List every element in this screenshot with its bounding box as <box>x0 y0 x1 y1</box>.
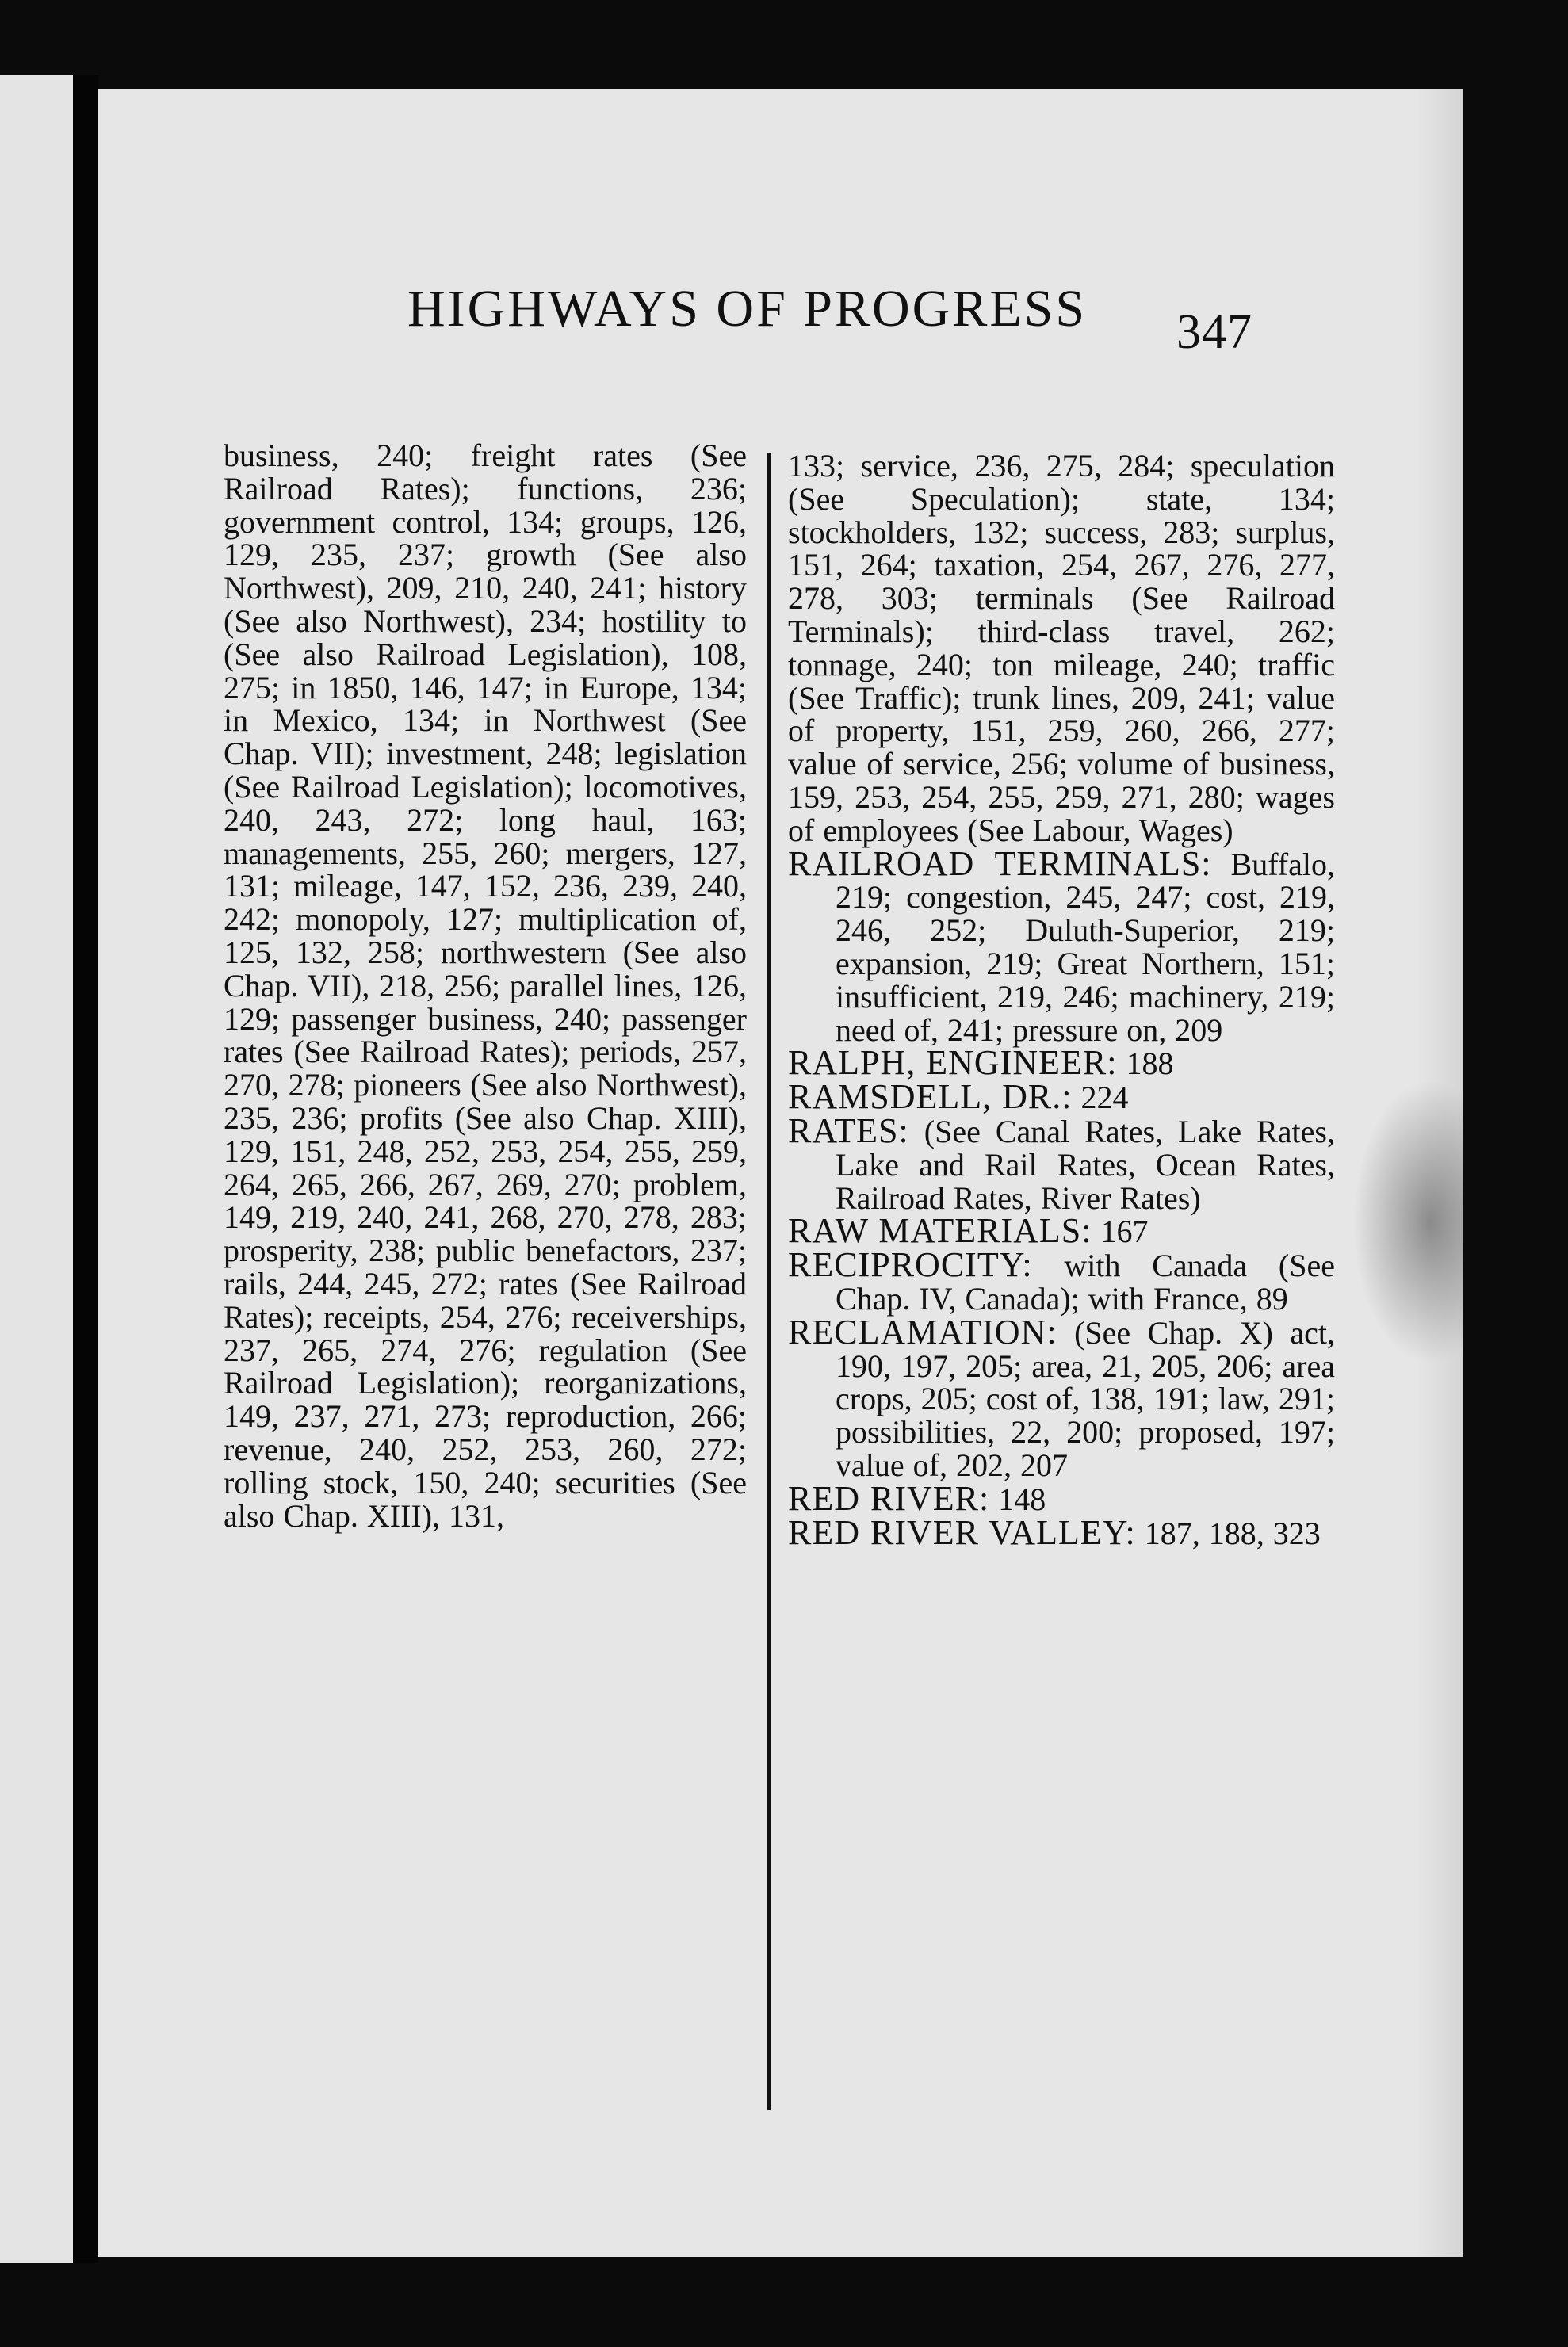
column-divider <box>767 453 771 2110</box>
index-entry <box>788 1512 1335 1552</box>
index-column-right <box>788 449 1335 1550</box>
adjacent-page-edge <box>0 75 73 2263</box>
scan-smudge <box>1352 1080 1463 1365</box>
book-gutter <box>73 75 98 2263</box>
entry-text: 148 <box>989 1481 1046 1517</box>
entry-text: with Canada (See Chap. IV, Canada); with France, 89 <box>836 1248 1335 1317</box>
index-entry <box>788 1245 1335 1317</box>
entry-heading: RALPH, ENGINEER: <box>788 1043 1118 1083</box>
entry-heading: RAMSDELL, DR.: <box>788 1077 1073 1117</box>
index-entry <box>788 1312 1335 1483</box>
page-number: 347 <box>1176 305 1252 359</box>
entry-text: 224 <box>1072 1080 1129 1116</box>
index-entry <box>788 1110 1335 1216</box>
entry-text: 167 <box>1092 1214 1149 1250</box>
entry-heading: RAW MATERIALS: <box>788 1211 1092 1251</box>
entry-text: 188 <box>1117 1045 1174 1082</box>
continued-entry-text: 133; service, 236, 275, 284; speculation (See Speculation); state, 134; stockholders, 132; success, 283; surplus, 151, 264; taxation, 254, 267, 276, 277, 278, 303; terminals (See Railroad Terminals); third-class travel, 262; tonnage, 240; ton mileage, 240; traffic (See Traffic); trunk lines, 209, 241; value of property, 151, 259, 260, 266, 277; value of service, 256; volume of business, 159, 253, 254, 255, 259, 271, 280; wages of employees (See Labour, Wages) <box>788 448 1335 848</box>
entry-text: 187, 188, 323 <box>1135 1515 1321 1551</box>
entry-heading: RED RIVER VALLEY: <box>788 1512 1136 1552</box>
entry-heading: RATES: <box>788 1110 909 1150</box>
entry-heading: RED RIVER: <box>788 1478 990 1518</box>
entry-text: (See Canal Rates, Lake Rates, Lake and Rail Rates, Ocean Rates, Railroad Rates, River Rates) <box>836 1113 1335 1216</box>
index-entry <box>788 1043 1335 1083</box>
entry-text: Buffalo, 219; congestion, 245, 247; cost, 219, 246, 252; Duluth-Superior, 219; expansion, 219; Great Northern, 151; insufficient, 219, 246; machinery, 219; need of, 241; pressure on, 209 <box>836 846 1335 1048</box>
entry-heading: RECLAMATION: <box>788 1312 1057 1351</box>
index-column-left <box>224 439 747 1532</box>
index-entry <box>788 1478 1335 1518</box>
index-entry <box>788 1211 1335 1251</box>
continued-entry-text: business, 240; freight rates (See Railroad Rates); functions, 236; government control, 134; groups, 126, 129, 235, 237; growth (See also Northwest), 209, 210, 240, 241; history (See also Northwest), 234; hostility to (See also Railroad Legislation), 108, 275; in 1850, 146, 147; in Europe, 134; in Mexico, 134; in Northwest (See Chap. VII); investment, 248; legislation (See Railroad Legislation); locomotives, 240, 243, 272; long haul, 163; managements, 255, 260; mergers, 127, 131; mileage, 147, 152, 236, 239, 240, 242; monopoly, 127; multiplication of, 125, 132, 258; northwestern (See also Chap. VII), 218, 256; parallel lines, 126, 129; passenger business, 240; passenger rates (See Railroad Rates); periods, 257, 270, 278; pioneers (See also Northwest), 235, 236; profits (See also Chap. XIII), 129, 151, 248, 252, 253, 254, 255, 259, 264, 265, 266, 267, 269, 270; problem, 149, 219, 240, 241, 268, 270, 278, 283; prosperity, 238; public benefactors, 237; rails, 244, 245, 272; rates (See Railroad Rates); receipts, 254, 276; receiverships, 237, 265, 274, 276; regulation (See Railroad Legislation); reorganizations, 149, 237, 271, 273; reproduction, 266; revenue, 240, 252, 253, 260, 272; rolling stock, 150, 240; securities (See also Chap. XIII), 131, <box>224 438 747 1534</box>
entry-heading: RECIPROCITY: <box>788 1245 1033 1285</box>
entry-text: (See Chap. X) act, 190, 197, 205; area, 21, 205, 206; area crops, 205; cost of, 138, 191; law, 291; possibilities, 22, 200; proposed, 197; value of, 202, 207 <box>836 1314 1335 1483</box>
book-page <box>98 89 1463 2257</box>
index-entry <box>788 1077 1335 1117</box>
running-head: HIGHWAYS OF PROGRESS <box>407 280 1088 338</box>
entry-heading: RAILROAD TERMINALS: <box>788 843 1212 883</box>
index-entry <box>788 843 1335 1048</box>
